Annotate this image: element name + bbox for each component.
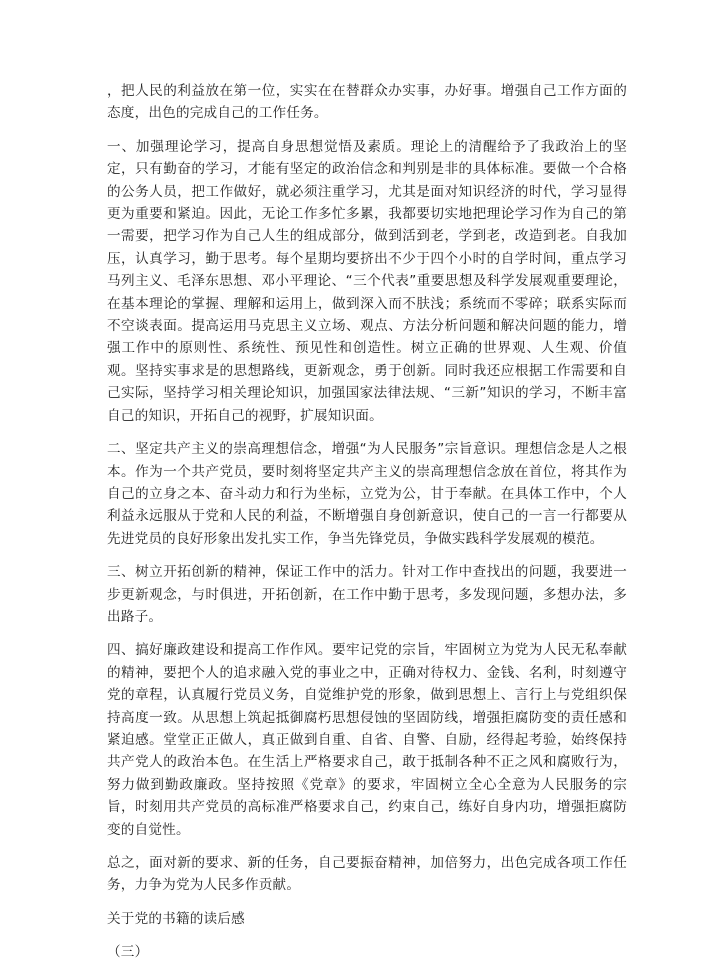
next-article-title: 关于党的书籍的读后感 bbox=[107, 910, 245, 927]
section-4-integrity-paragraph: 四、搞好廉政建设和提高工作作风。要牢记党的宗旨，牢固树立为党为人民无私奉献的精神，要把个人的追求融入党的事业之中，正确对待权力、金钱、名利，时刻遵守党的章程，认真履行党员义务，自觉维护党的形象，做到思想上、言行上与党组织保持高度一致。从思想上筑起抵御腐朽思想侵蚀的坚固防线，增强拒腐防变的责任感和紧迫感。堂堂正正做人，真正做到自重、自省、自警、自励，经得起考验，始终保持共产党人的政治本色。在生活上严格要求自己，敢于抵制各种不正之风和腐败行为，努力做到勤政廉政。坚持按照《党章》的要求，牢固树立全心全意为人民服务的宗旨，时刻用共产党员的高标准严格要求自己，约束自己，练好自身内功，增强拒腐防变的自觉性。 bbox=[107, 642, 627, 838]
intro-paragraph: ，把人民的利益放在第一位，实实在在替群众办实事，办好事。增强自己工作方面的态度，出色的完成自己的工作任务。 bbox=[107, 83, 627, 122]
section-2-ideals-paragraph: 二、坚定共产主义的崇高理想信念，增强“为人民服务”宗旨意识。理想信念是人之根本。作为一个共产党员，要时刻将坚定共产主义的崇高理想信念放在首位，将其作为自己的立身之本、奋斗动力和行为坐标，立党为公，甘于奉献。在具体工作中，个人利益永远服从于党和人民的利益，不断增强自身创新意识，使自己的一言一行都要从先进党员的良好形象出发扎实工作，争当先锋党员，争做实践科学发展观的模范。 bbox=[107, 441, 627, 547]
document-page bbox=[107, 80, 627, 964]
section-3-innovation-paragraph: 三、树立开拓创新的精神，保证工作中的活力。针对工作中查找出的问题，我要进一步更新观念，与时俱进，开拓创新，在工作中勤于思考，多发现问题，多想办法，多出路子。 bbox=[107, 564, 627, 625]
conclusion-paragraph: 总之，面对新的要求、新的任务，自己要振奋精神，加倍努力，出色完成各项工作任务，力争为党为人民多作贡献。 bbox=[107, 855, 627, 894]
part-marker: （三） bbox=[107, 944, 149, 961]
section-1-theory-study-paragraph: 一、加强理论学习，提高自身思想觉悟及素质。理论上的清醒给予了我政治上的坚定，只有勤奋的学习，才能有坚定的政治信念和判别是非的具体标准。要做一个合格的公务人员，把工作做好，就必须注重学习，尤其是面对知识经济的时代，学习显得更为重要和紧迫。因此，无论工作多忙多累，我都要切实地把理论学习作为自己的第一需要，把学习作为自己人生的组成部分，做到活到老，学到老，改造到老。自我加压，认真学习，勤于思考。每个星期均要挤出不少于四个小时的自学时间，重点学习马列主义、毛泽东思想、邓小平理论、“三个代表”重要思想及科学发展观重要理论，在基本理论的掌握、理解和运用上，做到深入而不肤浅；系统而不零碎；联系实际而不空谈表面。提高运用马克思主义立场、观点、方法分析问题和解决问题的能力，增强工作中的原则性、系统性、预见性和创造性。树立正确的世界观、人生观、价值观。坚持实事求是的思想路线，更新观念，勇于创新。同时我还应根据工作需要和自己实际，坚持学习相关理论知识，加强国家法律法规、“三新”知识的学习，不断丰富自己的知识，开拓自己的视野，扩展知识面。 bbox=[107, 138, 627, 424]
